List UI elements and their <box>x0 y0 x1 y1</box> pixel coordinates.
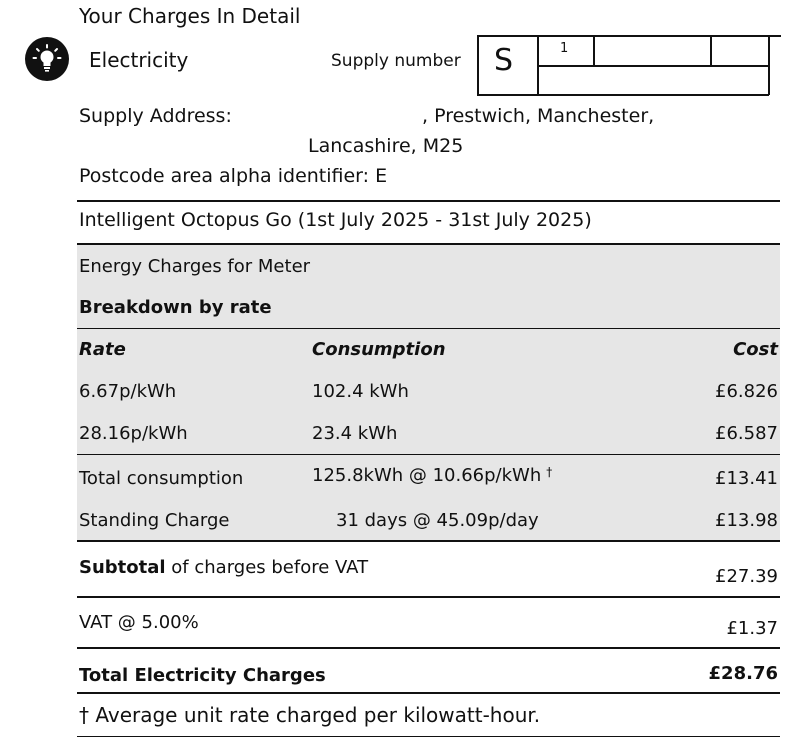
rate-cell: 28.16p/kWh <box>79 423 188 444</box>
divider <box>77 540 780 542</box>
divider <box>77 736 780 737</box>
divider <box>77 596 780 598</box>
supply-box-bottom-line <box>477 94 769 96</box>
divider <box>77 647 780 649</box>
page-title: Your Charges In Detail <box>79 4 301 28</box>
subtotal-cost: £27.39 <box>715 566 778 587</box>
total-consumption-cost: £13.41 <box>715 468 778 489</box>
lightbulb-icon <box>25 37 69 81</box>
supply-address-line2: Lancashire, M25 <box>308 135 464 157</box>
total-consumption-detail: 125.8kWh @ 10.66p/kWh † <box>312 465 553 486</box>
column-header-cost: Cost <box>733 339 778 360</box>
standing-charge-detail: 31 days @ 45.09p/day <box>336 510 539 531</box>
consumption-cell: 102.4 kWh <box>312 381 409 402</box>
footnote: † Average unit rate charged per kilowatt-hour. <box>79 703 541 727</box>
supply-box-mid-line <box>537 65 769 67</box>
divider <box>77 328 780 329</box>
column-header-rate: Rate <box>79 339 126 360</box>
tariff-period: Intelligent Octopus Go (1st July 2025 - 31st July 2025) <box>79 209 592 231</box>
supply-address-label: Supply Address: <box>79 105 232 127</box>
supply-address-line1: , Prestwich, Manchester, <box>422 105 655 127</box>
supply-box-left-line <box>477 35 479 95</box>
total-electricity-cost: £28.76 <box>708 663 778 684</box>
subtotal-label: Subtotal of charges before VAT <box>79 557 369 578</box>
supply-box-cell-line <box>710 35 712 66</box>
supply-letter: S <box>494 43 514 78</box>
cost-cell: £6.587 <box>715 423 778 444</box>
energy-charges-label: Energy Charges for Meter <box>79 256 311 277</box>
divider <box>77 454 780 455</box>
supply-box-top-line <box>477 35 781 37</box>
cost-cell: £6.826 <box>715 381 778 402</box>
vat-cost: £1.37 <box>726 618 778 639</box>
divider <box>77 692 780 694</box>
section-title: Electricity <box>89 48 189 72</box>
rate-cell: 6.67p/kWh <box>79 381 177 402</box>
divider <box>77 200 780 202</box>
column-header-consumption: Consumption <box>312 339 446 360</box>
consumption-cell: 23.4 kWh <box>312 423 398 444</box>
total-consumption-label: Total consumption <box>79 468 244 489</box>
vat-label: VAT @ 5.00% <box>79 612 199 633</box>
supply-box-cell-line <box>593 35 595 66</box>
breakdown-title: Breakdown by rate <box>79 297 272 318</box>
total-electricity-label: Total Electricity Charges <box>79 665 326 686</box>
standing-charge-label: Standing Charge <box>79 510 230 531</box>
postcode-identifier: Postcode area alpha identifier: E <box>79 165 388 187</box>
standing-charge-cost: £13.98 <box>715 510 778 531</box>
supply-number-label: Supply number <box>331 51 461 71</box>
supply-cell-value: 1 <box>560 41 569 56</box>
